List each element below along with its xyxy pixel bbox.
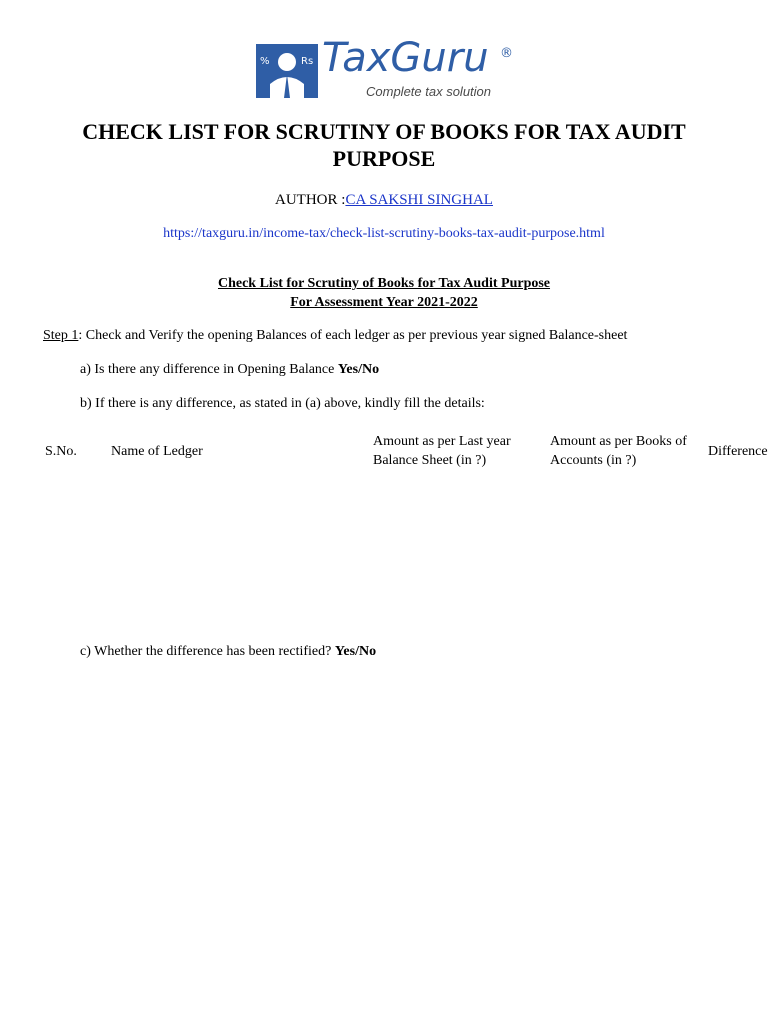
table-header-difference: Difference — [708, 444, 768, 459]
author-prefix: AUTHOR : — [275, 192, 346, 208]
logo-tagline: Complete tax solution — [366, 84, 492, 99]
table-header-ledger-name: Name of Ledger — [111, 444, 203, 459]
table-header-last-year-amount: Amount as per Last year Balance Sheet (in ?) — [373, 434, 511, 468]
source-url-link[interactable]: https://taxguru.in/income-tax/check-list-scrutiny-books-tax-audit-purpose.html — [163, 226, 605, 241]
question-c-answer: Yes/No — [334, 644, 377, 659]
table-header-sno: S.No. — [45, 444, 77, 459]
author-name-link[interactable]: CA SAKSHI SINGHAL — [345, 192, 493, 208]
table-header-books-amount: Amount as per Books of Accounts (in ?) — [550, 434, 687, 468]
logo-wordmark: TaxGuru — [322, 35, 489, 81]
svg-text:%: % — [260, 56, 270, 67]
page-title: CHECK LIST FOR SCRUTINY OF BOOKS FOR TAX AUDIT PURPOSE — [82, 119, 686, 171]
taxguru-logo-icon — [256, 44, 318, 98]
taxguru-logo — [256, 35, 518, 100]
question-c — [80, 644, 376, 660]
registered-mark: ® — [500, 46, 513, 61]
subtitle-assessment-year: For Assessment Year 2021-2022 — [290, 295, 478, 310]
subtitle-checklist: Check List for Scrutiny of Books for Tax Audit Purpose — [217, 276, 551, 291]
step-1-text: : Check and Verify the opening Balances of each ledger as per previous year signed Balance-sheet — [78, 328, 628, 343]
question-b: b) If there is any difference, as stated in (a) above, kindly fill the details: — [80, 396, 485, 411]
question-a-text: a) Is there any difference in Opening Balance — [80, 362, 338, 377]
svg-text:Rs: Rs — [301, 56, 314, 67]
step-1-instruction — [43, 328, 627, 344]
step-1-label: Step 1 — [43, 328, 79, 343]
question-a — [80, 362, 379, 378]
question-c-text: c) Whether the difference has been rectified? — [80, 644, 335, 659]
question-a-answer: Yes/No — [337, 362, 380, 377]
author-line — [0, 192, 768, 209]
